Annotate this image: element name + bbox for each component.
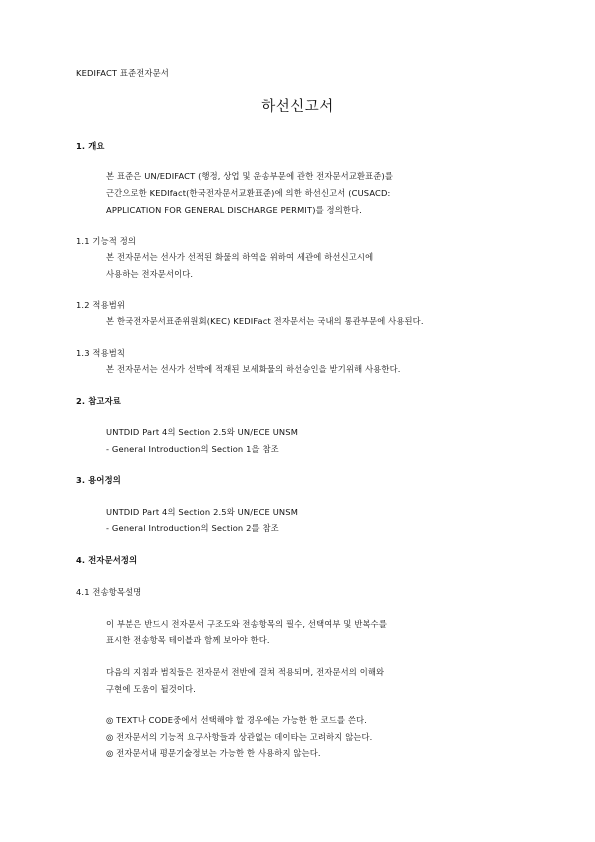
- section-1-paragraph-line: APPLICATION FOR GENERAL DISCHARGE PERMIT)를 정의한다.: [106, 205, 363, 215]
- section-1-1-paragraph-line: 본 전자문서는 선사가 선적된 화물의 하역을 위하여 세관에 하선신고시에: [106, 252, 374, 262]
- document-title: 하선신고서: [261, 99, 334, 115]
- guideline-bullet: ◎ 전자문서내 평문기술정보는 가능한 한 사용하지 않는다.: [106, 748, 321, 758]
- section-4-1-paragraph-line: 이 부분은 반드시 전자문서 구조도와 전송항목의 필수, 선택여부 및 반복수를: [106, 619, 387, 629]
- section-1-heading: 1. 개요: [76, 141, 105, 151]
- section-2-reference-line: - General Introduction의 Section 1을 참조: [106, 444, 279, 454]
- section-1-paragraph-line: 본 표준은 UN/EDIFACT (행정, 상업 및 운송부문에 관한 전자문서교환표준)를: [106, 171, 394, 181]
- section-1-2-paragraph-line: 본 한국전자문서표준위원회(KEC) KEDIFact 전자문서는 국내의 통관부문에 사용된다.: [106, 316, 424, 326]
- section-1-3-paragraph-line: 본 전자문서는 선사가 선박에 적재된 보세화물의 하선승인을 받기위해 사용한다.: [106, 364, 401, 374]
- section-4-1-heading: 4.1 전송항목설명: [76, 587, 142, 597]
- section-4-heading: 4. 전자문서정의: [76, 555, 138, 565]
- section-2-reference-line: UNTDID Part 4의 Section 2.5와 UN/ECE UNSM: [106, 427, 299, 437]
- section-1-1-heading: 1.1 기능적 정의: [76, 236, 137, 246]
- section-4-1-paragraph-line: 다음의 지침과 범칙들은 전자문서 전반에 걸쳐 적용되며, 전자문서의 이해와: [106, 667, 385, 677]
- guideline-bullet: ◎ TEXT나 CODE중에서 선택해야 할 경우에는 가능한 한 코드를 쓴다.: [106, 715, 367, 725]
- section-3-heading: 3. 용어정의: [76, 475, 121, 485]
- guideline-bullet: ◎ 전자문서의 기능적 요구사항들과 상관없는 데이타는 고려하지 않는다.: [106, 732, 373, 742]
- section-4-1-paragraph-line: 구현에 도움이 될것이다.: [106, 684, 197, 694]
- section-3-reference-line: - General Introduction의 Section 2를 참조: [106, 523, 279, 533]
- section-1-paragraph-line: 근간으로한 KEDIfact(한국전자문서교환표준)에 의한 하선신고서 (CUSACD:: [106, 188, 391, 198]
- section-3-reference-line: UNTDID Part 4의 Section 2.5와 UN/ECE UNSM: [106, 507, 299, 517]
- section-1-3-heading: 1.3 적용범칙: [76, 348, 126, 358]
- document-header: KEDIFACT 표준전자문서: [76, 68, 169, 78]
- section-4-1-paragraph-line: 표시한 전송항목 테이블과 함께 보아야 한다.: [106, 635, 270, 645]
- section-1-1-paragraph-line: 사용하는 전자문서이다.: [106, 269, 194, 279]
- section-2-heading: 2. 참고자료: [76, 396, 121, 406]
- section-1-2-heading: 1.2 적용범위: [76, 300, 126, 310]
